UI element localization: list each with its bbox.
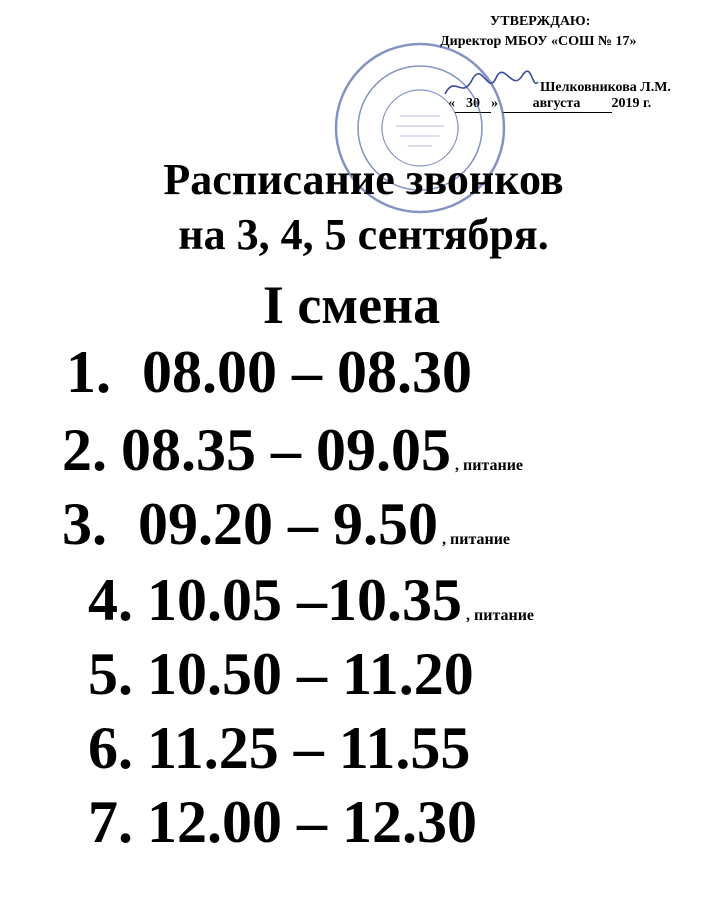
date-prefix: «	[448, 96, 455, 111]
shift-label: I смена	[262, 275, 441, 335]
lesson-time: 08.35 – 09.05	[121, 417, 451, 483]
schedule-row	[62, 492, 510, 572]
lesson-time: 11.25 – 11.55	[147, 715, 471, 781]
lesson-time: 10.05 –10.35	[147, 567, 462, 633]
date-year: 2019 г.	[611, 96, 652, 111]
date-mid: »	[491, 96, 498, 111]
lesson-number: 2.	[62, 417, 107, 483]
lesson-number: 7.	[88, 789, 133, 855]
date-day: 30	[455, 96, 491, 113]
date-month: августа	[502, 96, 612, 113]
lesson-time: 10.50 – 11.20	[147, 641, 474, 707]
schedule-row	[88, 716, 470, 780]
lesson-number: 1.	[66, 339, 111, 405]
title-line-1: Расписание звонков	[163, 155, 564, 204]
approval-role: Директор МБОУ «СОШ № 17»	[440, 34, 637, 49]
schedule-row	[66, 340, 472, 404]
schedule-row	[88, 790, 477, 854]
schedule-row	[62, 418, 523, 498]
lesson-number: 6.	[88, 715, 133, 781]
approval-name: Шелковникова Л.М.	[540, 80, 671, 95]
lesson-time: 09.20 – 9.50	[138, 491, 438, 557]
lesson-note: , питание	[455, 457, 524, 474]
lesson-number: 5.	[88, 641, 133, 707]
lesson-note: , питание	[442, 531, 511, 548]
lesson-number: 3.	[62, 491, 107, 557]
schedule-row	[88, 642, 474, 706]
lesson-time: 08.00 – 08.30	[142, 339, 472, 405]
lesson-number: 4.	[88, 567, 133, 633]
schedule-row	[88, 568, 534, 648]
signature-icon	[440, 66, 540, 106]
approval-title: УТВЕРЖДАЮ:	[490, 14, 591, 29]
lesson-note: , питание	[466, 607, 535, 624]
lesson-time: 12.00 – 12.30	[147, 789, 477, 855]
title-line-2: на 3, 4, 5 сентября.	[178, 210, 549, 259]
